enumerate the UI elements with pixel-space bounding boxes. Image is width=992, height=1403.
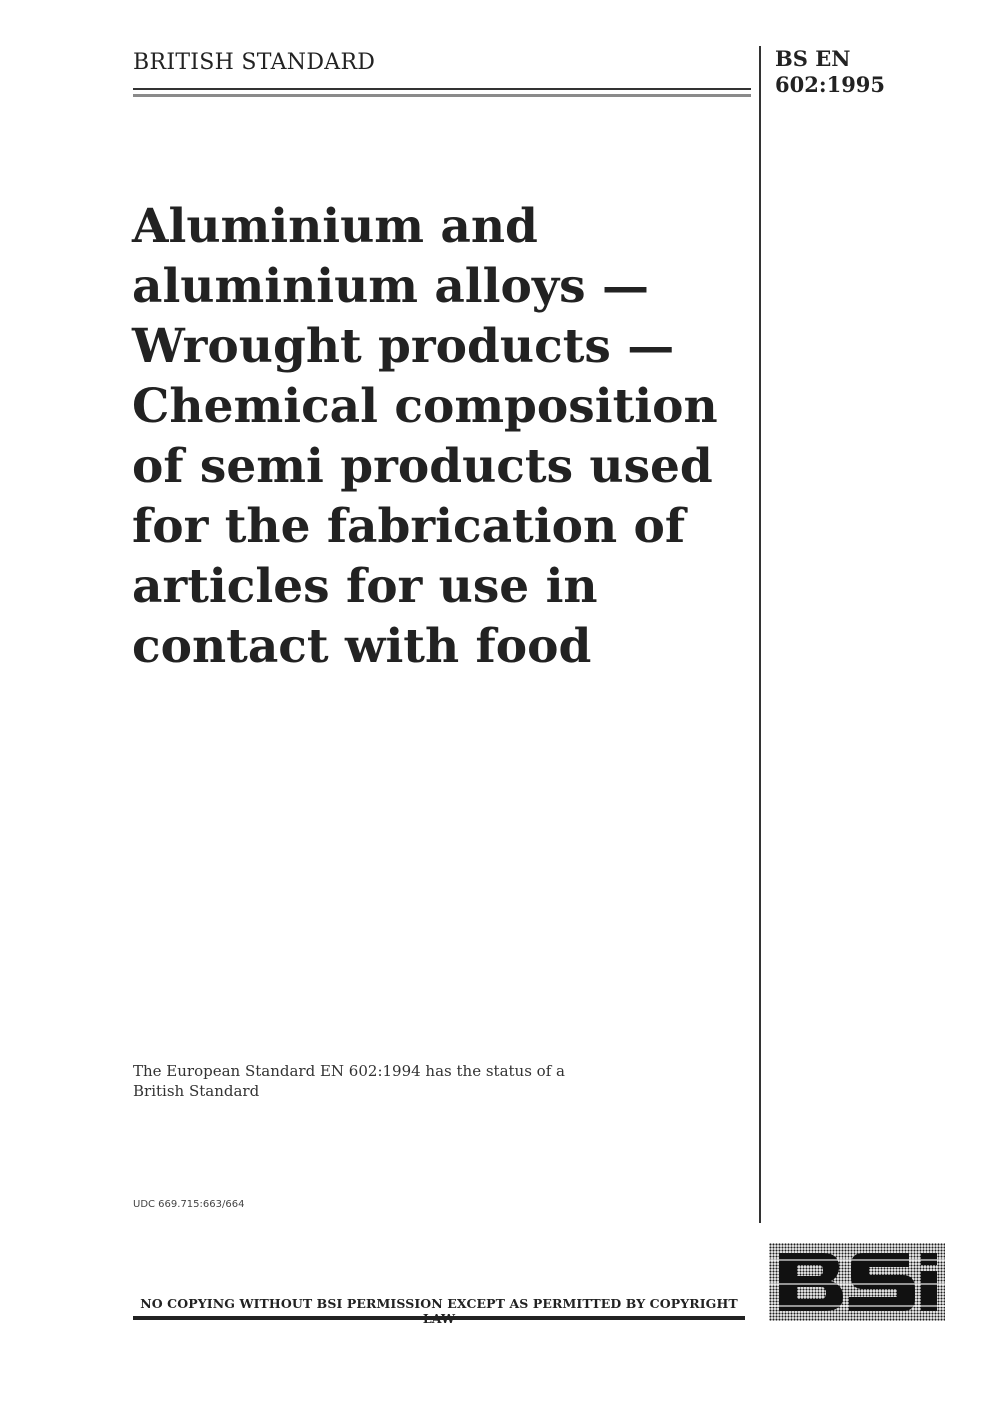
vertical-divider [759, 46, 761, 1223]
header-rule-top [133, 88, 751, 90]
document-number [775, 46, 885, 98]
status-note-line-2: British Standard [133, 1082, 260, 1100]
title-line: aluminium alloys — [132, 259, 649, 314]
udc-code: UDC 669.715:663/664 [133, 1199, 245, 1210]
document-number-line-2: 602:1995 [775, 72, 886, 97]
status-note [133, 1061, 565, 1101]
title-line: of semi products used [132, 439, 713, 494]
status-note-line-1: The European Standard EN 602:1994 has the status of a [133, 1062, 565, 1080]
title-line: for the fabrication of [132, 499, 686, 554]
copyright-notice: NO COPYING WITHOUT BSI PERMISSION EXCEPT AS PERMITTED BY COPYRIGHT [140, 1296, 738, 1311]
header-label: BRITISH STANDARD [133, 50, 376, 75]
title-line: Aluminium and [132, 199, 538, 254]
bsi-logo-icon [769, 1243, 945, 1321]
title-line: contact with food [132, 619, 592, 674]
document-number-line-1: BS EN [775, 46, 851, 71]
bottom-rule [133, 1316, 745, 1320]
title-line: Chemical composition [132, 379, 718, 434]
document-title [132, 197, 742, 677]
title-line: Wrought products — [132, 319, 675, 374]
header-rule-bottom [133, 94, 751, 97]
title-line: articles for use in [132, 559, 598, 614]
